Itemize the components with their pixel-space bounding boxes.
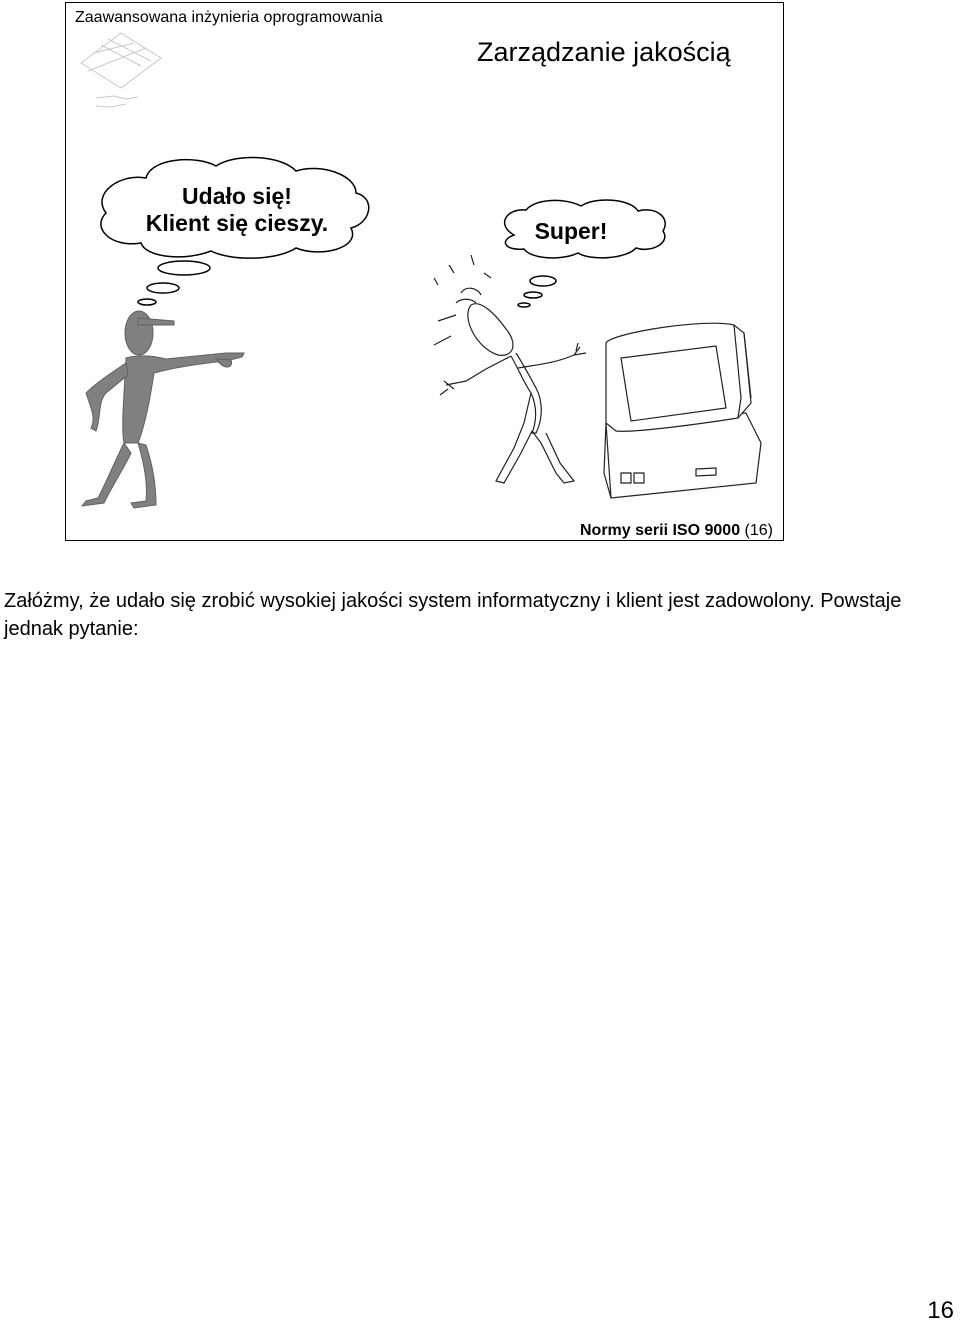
footer-topic: Normy serii ISO 9000	[580, 522, 741, 539]
dancing-figure	[434, 255, 586, 483]
course-title: Zaawansowana inżynieria oprogramowania	[75, 9, 383, 26]
bubble-client-line1: Udało się!	[182, 183, 292, 209]
slide-note: Załóżmy, że udało się zrobić wysokiej jakości system informatyczny i klient jest zadowolony. Powstaje jednak pytanie:	[4, 590, 902, 640]
bubble-client-text	[132, 183, 342, 237]
bubble-user-text: Super!	[534, 218, 608, 244]
page-number: 16	[927, 1297, 954, 1324]
footer-slide-number: (16)	[744, 522, 773, 539]
logo-icon	[81, 33, 161, 107]
computer-icon	[604, 323, 761, 498]
thought-bubble-user	[505, 200, 666, 307]
slide-illustration	[66, 3, 785, 542]
bubble-client-line2: Klient się cieszy.	[145, 210, 329, 236]
slide-title: Zarządzanie jakością	[477, 37, 731, 67]
pointing-figure	[82, 311, 244, 508]
slide-footer	[580, 522, 773, 540]
slide-frame	[65, 2, 784, 541]
